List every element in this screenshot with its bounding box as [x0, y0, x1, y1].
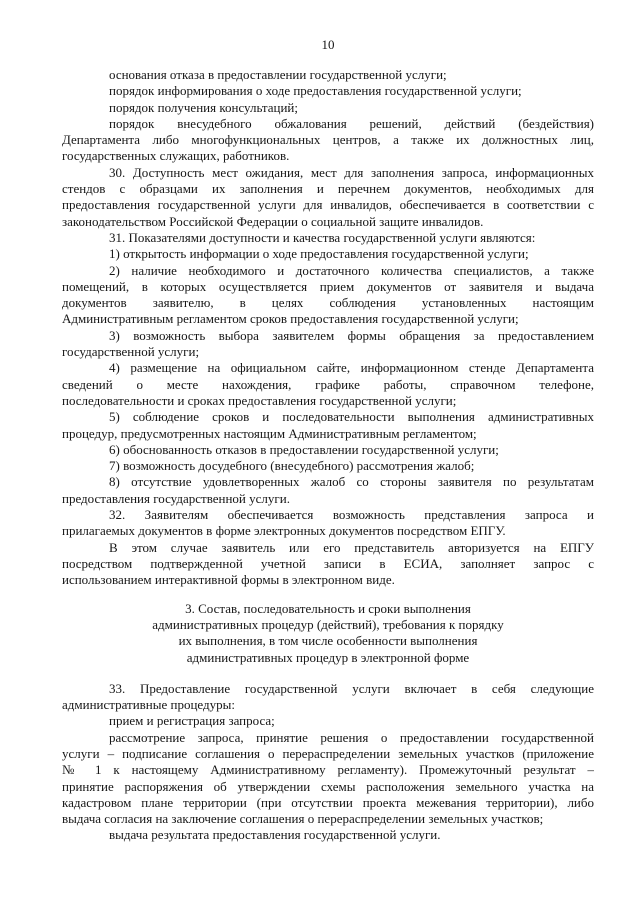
procedure-item-line: принятие распоряжения об утверждении схемы расположения земельного участка на: [62, 778, 594, 794]
procedure-item: прием и регистрация запроса;: [109, 713, 275, 729]
section-heading-line: административных процедур в электронной форме: [186, 649, 470, 665]
indicator-item-line: 5) соблюдение сроков и последовательности выполнения административных: [109, 409, 594, 425]
list-item-line: государственных служащих, работников.: [62, 148, 290, 164]
list-item: [62, 116, 594, 165]
section-heading-line: административных процедур (действий), требования к порядку: [152, 617, 504, 633]
indicator-item-line: 4) размещение на официальном сайте, информационном стенде Департамента: [109, 360, 594, 376]
procedure-item: [62, 730, 594, 828]
indicator-item: [62, 328, 594, 361]
indicator-item: 6) обоснованность отказов в предоставлении государственной услуги;: [109, 441, 499, 457]
indicator-item-line: сведений о месте нахождения, графике работы, справочном телефоне,: [62, 376, 594, 392]
clause-33-intro-line: административные процедуры:: [62, 697, 235, 713]
clause-33: [62, 681, 594, 844]
continued-list: [62, 67, 594, 165]
procedure-item-line: услуги – подписание соглашения о перераспределении земельных участков (приложение: [62, 745, 594, 761]
list-item-line: Департамента либо многофункциональных центров, а также их должностных лиц,: [62, 132, 594, 148]
clause-32: [62, 507, 594, 588]
clause-33-intro-line: 33. Предоставление государственной услуги включает в себя следующие: [109, 680, 594, 696]
clause-32-line: посредством подтвержденной учетной записи в ЕСИА, заполняет запрос с: [62, 555, 594, 571]
indicator-item: [62, 409, 594, 442]
clause-32-line: 32. Заявителям обеспечивается возможность представления запроса и: [109, 507, 594, 523]
procedure-item-line: выдача согласия на заключение соглашения о перераспределении земельных участков;: [62, 811, 544, 827]
clause-30-line: стендов с образцами их заполнения и перечнем документов, необходимых для: [62, 181, 594, 197]
indicator-item: 7) возможность досудебного (внесудебного) рассмотрения жалоб;: [109, 458, 475, 474]
clause-30-line: 30. Доступность мест ожидания, мест для заполнения запроса, информационных: [109, 164, 594, 180]
list-item: порядок получения консультаций;: [109, 99, 298, 115]
indicator-item-line: 8) отсутствие удовлетворенных жалоб со стороны заявителя по результатам: [109, 474, 594, 490]
clause-32-line: использованием интерактивной формы в электронном виде.: [62, 572, 395, 588]
procedure-item-line: кадастровом плане территории (при отсутствии проекта межевания территории), либо: [62, 794, 594, 810]
list-item-line: порядок внесудебного обжалования решений, действий (бездействия): [109, 115, 594, 131]
indicator-item: 1) открытость информации о ходе предоставления государственной услуги;: [109, 246, 529, 262]
indicator-item: [62, 474, 594, 507]
section-heading-line: их выполнения, в том числе особенности выполнения: [178, 633, 478, 649]
indicator-item-line: Административным регламентом сроков предоставления государственной услуги;: [62, 311, 519, 327]
document-body: [62, 67, 594, 844]
indicator-item-line: 3) возможность выбора заявителем формы обращения за предоставлением: [109, 327, 594, 343]
indicator-item-line: последовательности и сроках предоставления государственной услуги;: [62, 392, 457, 408]
list-item: основания отказа в предоставлении государственной услуги;: [109, 67, 447, 82]
indicator-item: [62, 360, 594, 409]
procedure-item-line: № 1 к настоящему Административному регламенту). Промежуточный результат –: [62, 762, 594, 778]
clause-30-line: предоставления государственной услуги для инвалидов, обеспечивается в соответствии с: [62, 197, 594, 213]
clause-32-line: прилагаемых документов в форме электронных документов посредством ЕПГУ.: [62, 523, 506, 539]
clause-32-line: В этом случае заявитель или его представитель авторизуется на ЕПГУ: [109, 539, 594, 555]
indicator-item: [62, 263, 594, 328]
clause-31: [62, 230, 594, 507]
clause-31-intro: 31. Показателями доступности и качества государственной услуги являются:: [109, 229, 536, 245]
list-item: порядок информирования о ходе предоставления государственной услуги;: [109, 83, 522, 99]
indicator-item-line: помещений, в которых осуществляется прием документов от заявителя и выдача: [62, 278, 594, 294]
page-number: 10: [321, 37, 335, 52]
indicator-item-line: процедур, предусмотренных настоящим Административным регламентом;: [62, 425, 477, 441]
indicator-item-line: 2) наличие необходимого и достаточного количества специалистов, а также: [109, 262, 594, 278]
clause-30-line: законодательством Российской Федерации о социальной защите инвалидов.: [62, 213, 484, 229]
procedure-item-line: рассмотрение запроса, принятие решения о предоставлении государственной: [109, 729, 594, 745]
section-heading: [62, 601, 594, 666]
procedure-item: выдача результата предоставления государственной услуги.: [109, 827, 441, 843]
indicator-item-line: документов заявителю, в целях соблюдения установленных настоящим: [62, 295, 594, 311]
section-heading-line: 3. Состав, последовательность и сроки выполнения: [185, 600, 471, 616]
indicator-item-line: предоставления государственной услуги.: [62, 490, 290, 506]
indicator-item-line: государственной услуги;: [62, 344, 200, 360]
clause-30: [62, 165, 594, 230]
